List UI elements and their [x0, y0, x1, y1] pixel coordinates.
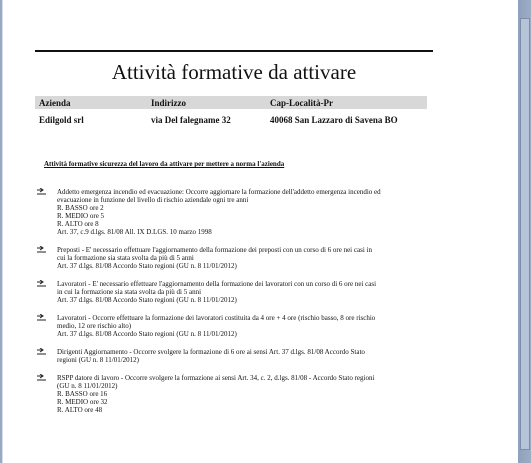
vertical-scrollbar[interactable]	[518, 0, 531, 463]
list-item-text: Lavoratori - E' necessario effettuare l'aggiornamento della formazione dei lavoratori con un corso di 6 ore nei casi	[57, 280, 377, 288]
company-table-header	[35, 96, 427, 109]
list-item-text: R. ALTO ore 8	[57, 220, 99, 228]
bullet-arrow-icon	[36, 314, 48, 322]
list-item-text: Art. 37 d.lgs. 81/08 Accordo Stato regioni (GU n. 8 11/01/2012)	[57, 330, 237, 338]
list-item-text: Preposti - E' necessario effettuare l'aggiornamento della formazione dei preposti con un corso di 6 ore nei casi in	[57, 246, 372, 254]
list-item-text: medio, 12 ore rischio alto)	[57, 322, 132, 330]
title-divider	[35, 50, 433, 52]
list-item-text: evacuazione in funzione del livello di rischio aziendale ogni tre anni	[57, 196, 249, 204]
list-item	[35, 188, 437, 236]
bullet-arrow-icon	[36, 188, 48, 196]
section-title: Attività formative sicurezza del lavoro da attivare per mettere a norma l'azienda	[44, 160, 285, 168]
bullet-arrow-icon	[36, 280, 48, 288]
list-item-text: Addetto emergenza incendio ed evacuazione: Occorre aggiornare la formazione dell'addetto emergenza incendio ed	[57, 188, 381, 196]
list-item	[35, 314, 437, 338]
list-item-text: Dirigenti Aggiornamento - Occorre svolgere la formazione di 6 ore ai sensi Art. 37 d.lgs. 81/08 Accordo Stato	[57, 348, 365, 356]
list-item	[35, 348, 437, 364]
list-item-text: R. BASSO ore 16	[57, 390, 108, 398]
list-item-text: R. MEDIO ore 32	[57, 398, 108, 406]
bullet-arrow-icon	[36, 348, 48, 356]
company-location: 40068 San Lazzaro di Savena BO	[270, 115, 398, 125]
company-address: via Del falegname 32	[151, 115, 231, 125]
list-item-text: RSPP datore di lavoro - Occorre svolgere la formazione ai sensi Art. 34, c. 2, d.lgs. 81/08 - Accordo Stato regioni	[57, 374, 375, 382]
list-item-text: Art. 37, c.9 d.lgs. 81/08 All. IX D.LGS. 10 marzo 1998	[57, 228, 212, 236]
document-page	[2, 0, 520, 463]
bullet-arrow-icon	[36, 374, 48, 382]
list-item-text: Lavoratori - Occorre effettuare la formazione dei lavoratori costituita da 4 ore + 4 ore (rischio basso, 8 ore rischio	[57, 314, 376, 322]
list-item-text: Art. 37 d.lgs. 81/08 Accordo Stato regioni (GU n. 8 11/01/2012)	[57, 296, 237, 304]
company-table-row	[35, 113, 427, 127]
page-title: Attività formative da attivare	[111, 60, 357, 84]
list-item-text: (GU n. 8 11/01/2012)	[57, 382, 118, 390]
list-item-text: regioni (GU n. 8 11/01/2012)	[57, 356, 139, 364]
list-item-text: Art. 37 d.lgs. 81/08 Accordo Stato regioni (GU n. 8 11/01/2012)	[57, 262, 237, 270]
header-azienda: Azienda	[39, 98, 71, 108]
header-cap-localita-pr: Cap-Località-Pr	[270, 98, 333, 108]
header-indirizzo: Indirizzo	[151, 98, 186, 108]
company-name: Edilgold srl	[39, 115, 84, 125]
bullet-arrow-icon	[36, 246, 48, 254]
list-item-text: cui la formazione sia stata svolta da più di 5 anni	[57, 254, 194, 262]
list-item-text: in cui la formazione sia stata svolta da più di 5 anni	[57, 288, 202, 296]
list-item	[35, 280, 437, 304]
list-item-text: R. MEDIO ore 5	[57, 212, 105, 220]
training-activity-list	[35, 188, 437, 424]
list-item-text: R. BASSO ore 2	[57, 204, 104, 212]
list-item-text: R. ALTO ore 48	[57, 406, 103, 414]
list-item	[35, 374, 437, 414]
list-item	[35, 246, 437, 270]
scrollbar-thumb[interactable]	[520, 18, 530, 450]
